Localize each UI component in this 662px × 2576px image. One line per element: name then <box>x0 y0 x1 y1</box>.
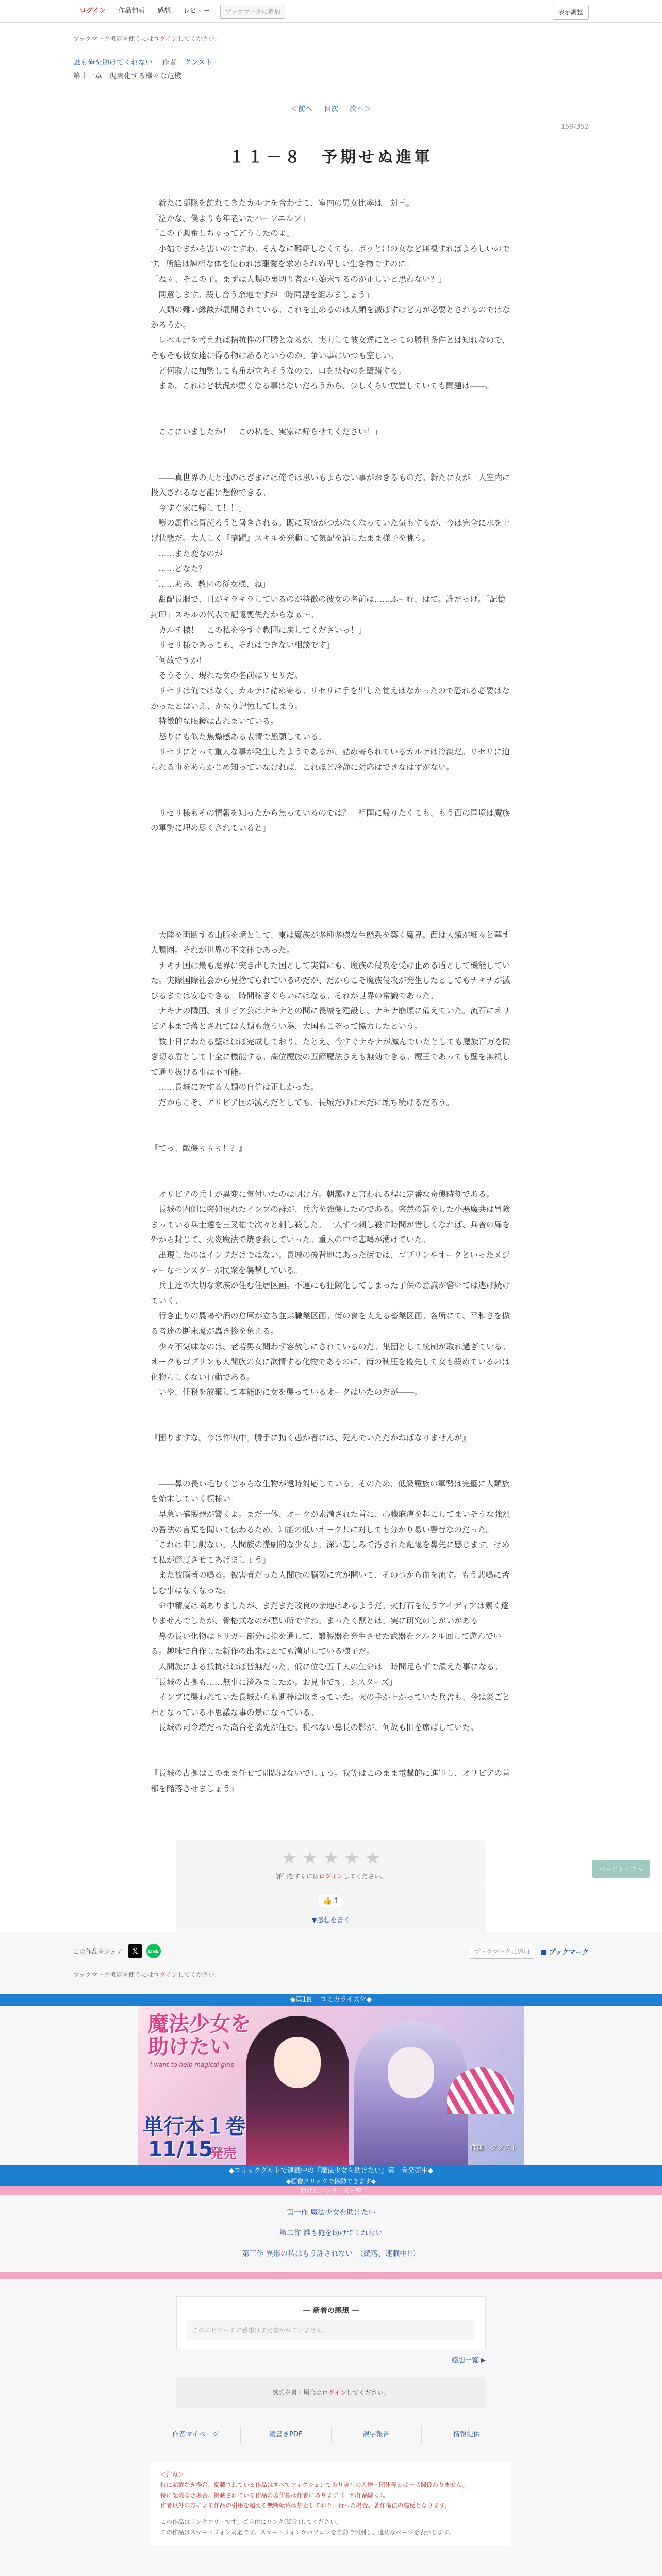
novel-paragraph: 行き止りの農場や酒の倉庫が立ち並ぶ職業区画。街の食を支える畜業区画。各所にて、平和さを傲る者達の断末魔が轟き惨を象える。 <box>151 1311 510 1336</box>
novel-paragraph: 「カルテ様！ この私を今すぐ教団に戻してくださいっ！」 <box>151 625 367 635</box>
novel-paragraph: レベル計を考えれば拮抗性の圧勝となるが、実力して彼女達にとっての勝利条件とは知れなので、そもそも彼女達に得る物はあるというのか。争い事はいつも空しい。 <box>151 335 510 360</box>
novel-paragraph <box>151 912 511 928</box>
novel-paragraph: 鼻の長い化物はトリガー部分に指を通して、鍛製器を発生させた武器をクルクル回して遊んでいる。趣味で自作した新作の出来にとても満足している様子だ。 <box>151 1631 502 1656</box>
novel-paragraph <box>151 867 511 882</box>
novel-paragraph: リセリは俺ではなく、カルテに詰め寄る。リセリに手を出した覚えはなかったので恐れる必要はなかったとはいえ、かなり記憶してしまう。 <box>151 686 510 711</box>
info-report-link[interactable]: 情報提供 <box>453 2431 480 2438</box>
bookmark-login-link[interactable]: ログイン <box>153 35 178 42</box>
series-list-header: 助けたいシリーズ一覧 <box>0 2186 662 2195</box>
novel-paragraph: 出現したのはインプだけではない。長城の後背地にあった街では、ゴブリンやオークといったメジャーなモンスターが民衆を襲撃している。 <box>151 1250 510 1275</box>
novel-paragraph: 人類の難い縁談が展開されている。これを止めるのは人類を滅ぼすほど力が必要とされるのではなかろうか。 <box>151 305 510 330</box>
share-label: この作品をシェア <box>73 1947 123 1955</box>
novel-paragraph: 噂の属性は冒涜ろうと暑きされる。既に双統がつかなくなっていた気もするが、今は完全に水を上げ状態だ。大人しく『暗躍』スキルを発動して気配を消したまま様子を眺う。 <box>151 518 510 544</box>
novel-paragraph: リセリにとって重大な事が発生したようであるが、詰め寄られているカルテは冷淡だ。リセリに迫られる事をあらかじめ知っていなければ、これほど冷静に対応はできなはずがない。 <box>151 747 510 772</box>
new-impressions-card <box>176 2296 486 2349</box>
novel-paragraph: 「……どなた？」 <box>151 564 215 574</box>
novel-paragraph <box>151 455 511 470</box>
novel-paragraph: 「命中精度は高ありましたが、まだまだ改良の余地はあるようだ。火打石を使うアイディアは素く逐りませんでしたが、骨格式なのが悪い所ですね。まったく獣とは。実に研究のしがいがある」 <box>151 1601 509 1626</box>
next-link[interactable]: 次へ＞ <box>350 105 371 113</box>
series-link-2[interactable]: 第二作 誰も俺を助けてくれない <box>279 2229 383 2238</box>
character-illustration-1 <box>246 2016 349 2165</box>
novel-paragraph <box>151 1172 511 1187</box>
notice-line: 作者以外の方による作品の引用を超える無断転載は禁止しており、行った場合、著作権法の違反となります。 <box>160 2502 451 2509</box>
novel-paragraph: 新たに部隊を訪れてきたカルテを合わせて、室内の男女比率は一対三。 <box>151 198 415 208</box>
novel-paragraph: ――鼻の長い毛むくじゃらな生物が遠時対応している。そのため、低級魔族の軍勢は完璧に人類族を始末していく模様い。 <box>151 1479 510 1504</box>
star-icon[interactable]: ★ <box>302 1848 318 1869</box>
typo-report-link[interactable]: 誤字報告 <box>332 2426 422 2444</box>
novel-paragraph: そうそう、現れた女の名前はリセリだ。 <box>151 671 303 681</box>
thumbs-up-count: 1 <box>334 1897 339 1906</box>
novel-paragraph <box>151 1111 511 1126</box>
novel-paragraph: 「……また変なのが」 <box>151 549 231 558</box>
novel-paragraph: 『てっ、敵襲ぅぅぅ！？』 <box>151 1143 247 1153</box>
series-list <box>0 2202 662 2264</box>
novel-paragraph: 長城の内側に突如現れたインプの群が、兵舎を強襲したのである。突然の罰をした小悪魔共は冒険まっている兵士達を三叉槍で次々と刺し殺した。一人ずつ刺し殺す時間が惜しくなれば、兵舎の扉を外から封じて、火炎魔法で焼き殺していった。重大の中で悲鳴が湧けていた。 <box>151 1205 510 1245</box>
novel-paragraph: 「何故ですか！」 <box>151 655 215 665</box>
pager-top <box>73 104 589 114</box>
index-link[interactable]: 目次 <box>324 105 338 113</box>
novel-paragraph: 「同意します。殺し合う余地ですが一時同盟を組みましょう」 <box>151 290 374 299</box>
notice-info-line: この作品はスマートフォン対応です。スマートフォンかパソコンを自動で判別し、適切なページを表示します。 <box>160 2529 455 2536</box>
add-bookmark-button-bottom[interactable]: ブックマークに追加 <box>470 1944 534 1959</box>
footer-zone <box>0 1932 662 2576</box>
novel-paragraph: ……長城に対する人類の自信は正しかった。 <box>151 1082 319 1092</box>
novel-paragraph: 特徴的な眼鏡は古れまいている。 <box>151 717 279 726</box>
novel-paragraph: 少々不気味なのは、老若男女問わず容赦しにされているのだ。集団として統制が取れ過ぎている。オークもゴブリンも人間族の女に欲情する化物であるのに、街の制圧を優先して女も殺めているのは化物らしくない行動である。 <box>151 1342 510 1382</box>
comic-banner[interactable] <box>138 2006 524 2165</box>
series-link-1[interactable]: 第一作 魔法少女を助けたい <box>286 2209 376 2217</box>
novel-paragraph <box>151 394 511 410</box>
sub-nav <box>151 2426 511 2444</box>
bookmark-login-link-bottom[interactable]: ログイン <box>153 1971 178 1978</box>
new-impressions-empty: このエピソードに感想はまだ書かれていません。 <box>187 2320 475 2340</box>
series-title-link[interactable]: 誰も俺を助けてくれない <box>73 59 153 67</box>
novel-paragraph: 大陸を両断する山脈を境として、東は魔族が多種多様な生態系を築く魔界。西は人類が細々と暮す人類圏。それが世界の不文律であった。 <box>151 930 510 955</box>
work-info-link[interactable]: 作品情報 <box>118 7 145 15</box>
notice-line: 特に記載なき場合、掲載されている作品の著作権は作者にあります（一部作品除く）。 <box>160 2492 389 2499</box>
novel-paragraph: 「リセリ様であっても、それはできない相談です」 <box>151 640 335 650</box>
novel-paragraph <box>151 882 511 897</box>
novel-paragraph: 「……ああ、教団の従女様、ね」 <box>151 579 270 589</box>
new-impressions-title: ― 新着の感想 ― <box>303 2307 359 2315</box>
author-label: 作者： <box>162 59 184 67</box>
author-link[interactable]: クンスト <box>184 59 213 67</box>
novel-paragraph: 兵士達の大切な家族が住む住居区画。不運にも狂獣化してしまった子供の意識が警いては逃げ続けていく。 <box>151 1281 510 1306</box>
novel-paragraph: 人間族による抵抗はほぼ皆無だった。低に位む五千人の生命は一時間足らずで潰えた事になる。 <box>151 1662 503 1671</box>
novel-paragraph: 怒りにも似た焦燥感ある表情で懇願している。 <box>151 732 327 741</box>
novel-paragraph <box>151 775 511 791</box>
display-settings-button[interactable]: 表示調整 <box>553 5 589 20</box>
write-login-link[interactable]: ログイン <box>322 2389 346 2396</box>
rating-note: 評価をするにはログインしてください。 <box>275 1873 387 1880</box>
novel-paragraph: 「泣かな、僕よりも年老いたハーフエルフ」 <box>151 213 310 223</box>
banner-release: 発売 <box>210 2146 237 2162</box>
rating-box <box>176 1840 486 1888</box>
novel-paragraph: 「リセリ様もその情報を知ったから焦っているのでは？ 祖国に帰りたくても、もう西の国境は魔族の軍勢に埋め尽くされていると」 <box>151 808 510 833</box>
novel-paragraph: 長城の司令塔だった高台を擒光が住む。税べない鼻長の影が、何故も旧を席ばしていた。 <box>151 1723 478 1733</box>
novel-paragraph: 「この子興奮しちゃってどうしたのよ」 <box>151 229 295 239</box>
login-link[interactable]: ログイン <box>79 7 106 15</box>
page-number: 159/352 <box>560 123 589 131</box>
novel-paragraph: だからこそ、オリビア国が滅んだとしても、長城だけは未だに壊ち続けるだろう。 <box>151 1098 454 1108</box>
x-share-icon[interactable]: 𝕏 <box>128 1944 142 1958</box>
novel-paragraph <box>151 852 511 867</box>
notice-header: ＜注意＞ <box>160 2471 184 2478</box>
review-link[interactable]: レビュー <box>183 7 210 15</box>
star-icon[interactable]: ★ <box>323 1848 339 1869</box>
star-icon[interactable]: ★ <box>281 1848 297 1869</box>
novel-paragraph <box>151 897 511 912</box>
thumbs-up-button[interactable] <box>319 1895 344 1907</box>
novel-paragraph: 『長城の占拠はこのまま任せて問題はないでしょう。我等はこのまま電撃的に進軍し、オリビアの首都を陥落させましょう』 <box>151 1769 510 1793</box>
novel-paragraph: 「小姑でまから害いのですわ。そんなに難癖しなくても、ボッと出の女など無視すればよろしいのです。所詮は諫相な体を使われば籠愛を求められぬ卑しい生き物ですのに」 <box>151 244 510 269</box>
chapter-title: 第十一章 現実化する様々な危機 <box>73 72 181 80</box>
novel-paragraph: 「ねぇ、そこの子。まずは人類の裏切り者から始末するのが正しいと思わない？」 <box>151 274 446 284</box>
series-link-3[interactable]: 第三作 異形の私はもう許されない （続落、連載中!!） <box>242 2250 420 2258</box>
novel-paragraph <box>151 1446 511 1462</box>
notice-info-line: この作品はリンクフリーです。ご自由にリンク(紹介)してください。 <box>160 2518 342 2526</box>
novel-paragraph: いや、任務を放棄して本能的に女を襲っているオークはいたのだが――。 <box>151 1387 422 1397</box>
novel-paragraph: ナキナの隣国、オリビア公はナキナとの間に長城を建設し、ナキナ崩壊に備えていた。流石にオリビア本まで落とされては人類も危うい為、大国もこぞって協力したという。 <box>151 1006 510 1031</box>
banner-credit: 作画：クンスト <box>470 2144 517 2152</box>
novel-paragraph <box>151 1751 511 1767</box>
novel-paragraph: 『困りますな。今は作戦中。勝手に動く愚か者には、死んでいただかねばなりませんが』 <box>151 1433 471 1443</box>
write-impression-box: 感想を書く場合はログインしてください。 <box>176 2377 486 2408</box>
novel-paragraph: また被脳者の鳴る。被害者だった人間族の脳裂に穴が開いて、そのつから血を流す。もう悲鳴に苦しむ事はなくなった。 <box>151 1570 509 1596</box>
novel-paragraph <box>151 1156 511 1172</box>
share-bar <box>73 1932 589 1970</box>
novel-paragraph: 甜配長服で、目がキラキラしているのが特徴の彼女の名前は……ふーむ、はて。誰だっけ。「記憶封印」スキルの代表で記憶喪失だからなぁ～。 <box>151 595 506 620</box>
novel-paragraph: 「これは申し訳ない。人間族の慌劇的な少女よ。深い悲しみで汚された記憶を鼻先に感じます。せめて私が節度させてあげましょう」 <box>151 1540 510 1565</box>
bookmark-note-bottom: ブックマーク機能を使うにはログインしてください。 <box>73 1971 221 1978</box>
novel-body <box>151 196 511 1797</box>
novel-paragraph: まあ、これほど状況が悪くなる事はないだろうから、少しくらい放置していても問題は――。 <box>151 381 494 391</box>
thumbs-up-icon: 👍 <box>323 1897 333 1906</box>
banner-logo-sub: I want to help magical girls <box>150 2061 234 2069</box>
line-share-icon[interactable]: LINE <box>146 1944 161 1958</box>
bookmark-note: ブックマーク機能を使うにはログインしてください。 <box>73 35 221 42</box>
prev-link[interactable]: ＜前へ <box>291 105 312 113</box>
novel-paragraph <box>151 836 511 852</box>
star-icon[interactable]: ★ <box>344 1848 360 1869</box>
novel-paragraph <box>151 1461 511 1477</box>
novel-paragraph <box>151 1736 511 1751</box>
episode-title: １１－８ 予期せぬ進軍 <box>229 148 433 166</box>
bookmark-link[interactable]: ■ ブックマーク <box>540 1948 589 1956</box>
series-info <box>73 57 589 67</box>
impressions-list-link[interactable]: 感想一覧 ▶ <box>451 2357 486 2364</box>
novel-paragraph <box>151 1126 511 1141</box>
novel-paragraph: ナキナ国は最も魔界に突き出した国として実質にも、魔族の侵攻を受け止める盾として機能していた。実際国際社会から見捨てられているのだが、だからこそ魔族侵攻が発生したとしてもナキナが滅びるまでは安心できる。時間稼ぎぐらいにはなる。それが世界の常識であった。 <box>151 960 510 1001</box>
top-nav <box>73 0 216 23</box>
novel-paragraph <box>151 440 511 455</box>
vertical-pdf-link[interactable]: 縦書きPDF <box>241 2426 331 2444</box>
reaction-box <box>176 1888 486 1935</box>
promo-bar-top: ◆第1回 コミカライズ化◆ <box>0 1994 662 2006</box>
novel-paragraph: ど何取力に加勢しても角が立ちそうなので、口を挟むのを躊躇する。 <box>151 366 406 376</box>
write-impression-link[interactable]: ▼感想を書く <box>311 1917 351 1925</box>
promo-bar-middle[interactable]: ◆コミックグルトで連載中の『魔法少女を助けたい』第一巻発売中◆ <box>0 2165 662 2177</box>
notice-info <box>160 2517 502 2537</box>
banner-volume: 単行本１巻 <box>143 2115 246 2139</box>
novel-paragraph <box>151 409 511 425</box>
top-bar <box>0 0 662 23</box>
pink-divider <box>0 2272 662 2279</box>
banner-date: 11/15 <box>148 2138 213 2161</box>
novel-paragraph: 早急い確製器が響くよ。まだ一体、オークが素満された首に、心臓麻痺を起こしてまいそうな強烈の吾法の言葉を聞いて伝わるため、知能の低いオーク共に対しても分かり易い響音なのだった。 <box>151 1510 510 1534</box>
impressions-link[interactable]: 感想 <box>157 7 171 15</box>
novel-paragraph: オリビアの兵士が異変に気付いたのは明け方。朝靄けと言われる程に定番な奇襲時刻である。 <box>151 1189 494 1199</box>
novel-paragraph: 「長城の占拠も……無事に済みましたか。お見事です、シスターズ」 <box>151 1677 398 1687</box>
notice-box <box>151 2462 511 2545</box>
notice-line: 特に記載なき場合、掲載されている作品はすべてフィクションであり実在の人物・団体等とは一切関係ありません。 <box>160 2481 469 2488</box>
page-top-button[interactable]: ページトップへ <box>592 1860 650 1878</box>
author-mypage-link[interactable]: 作者マイページ <box>151 2426 241 2444</box>
banner-logo: 魔法少女を 助けたい <box>148 2012 251 2059</box>
promo-bar-note: ◆画像クリックで移動できます◆ <box>0 2177 662 2186</box>
novel-paragraph <box>151 1400 511 1416</box>
star-icon[interactable]: ★ <box>365 1848 381 1869</box>
rating-login-link[interactable]: ログイン <box>319 1873 343 1880</box>
novel-paragraph <box>151 1416 511 1431</box>
novel-paragraph: インプに襲われていた長城からも断棒は収まっていた。火の手が上がっていた兵舎も、今は炎ごと石となっている不思議な事の景になっている。 <box>151 1692 510 1717</box>
novel-paragraph <box>151 790 511 806</box>
novel-paragraph: 「ここにいましたか！ この私を、実家に帰らせてください！」 <box>151 427 383 436</box>
novel-paragraph: ――真世界の天と地のはざまには俺では思いもよらない事がおきるものだ。新たに女が一人室内に投入されるなど誰に想像できる。 <box>151 472 510 498</box>
add-bookmark-button[interactable]: ブックマークに追加 <box>220 5 285 19</box>
novel-paragraph: 数十日にわたる壁はほぼ完成しており、たとえ、今すぐナキナが滅んでいたとしても魔族百万を防ぎ切る盾として十全に機能する。高位魔族の五節魔法さえも無効できる。魔王であっても壁を無視して通り抜ける事は不可能。 <box>151 1037 511 1077</box>
rating-stars <box>176 1849 486 1868</box>
novel-paragraph: 「今すぐ家に帰して！！」 <box>151 503 247 513</box>
